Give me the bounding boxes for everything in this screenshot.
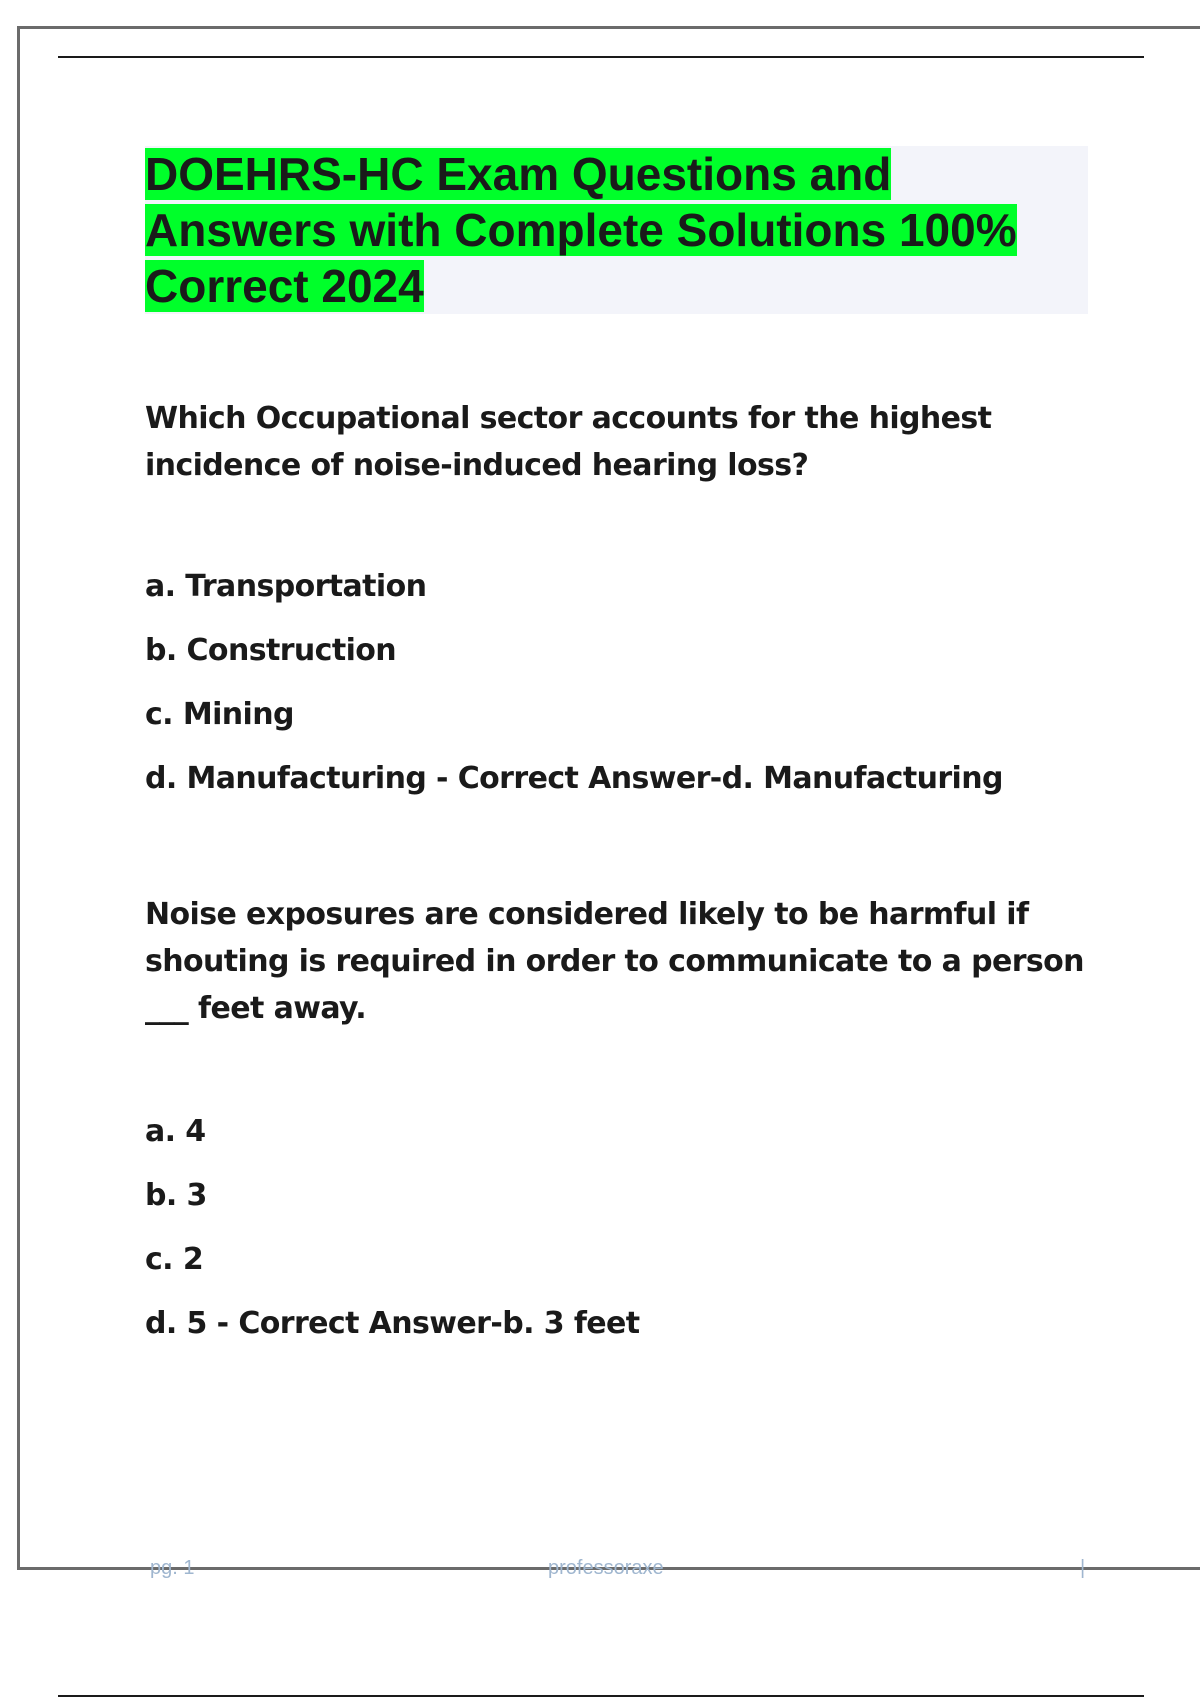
footer-separator-mark: | xyxy=(1080,1557,1086,1579)
footer-author: professoraxe xyxy=(548,1557,664,1579)
question-2-option-b: b. 3 xyxy=(145,1178,207,1213)
document-title xyxy=(145,146,1088,314)
title-line-3: Correct 2024 xyxy=(145,260,424,312)
footer-page-number: pg. 1 xyxy=(150,1557,195,1579)
question-1-option-b: b. Construction xyxy=(145,633,397,668)
title-line-1: DOEHRS-HC Exam Questions and xyxy=(145,148,892,200)
question-1-prompt: Which Occupational sector accounts for the highest incidence of noise-induced hearing loss? xyxy=(145,401,992,483)
bottom-rule xyxy=(58,1695,1144,1697)
question-2-option-a: a. 4 xyxy=(145,1114,206,1149)
question-2-prompt: Noise exposures are considered likely to be harmful if shouting is required in order to communicate to a person ___ feet away. xyxy=(145,897,1084,1026)
question-1-option-a: a. Transportation xyxy=(145,569,427,604)
header-rule xyxy=(58,56,1144,58)
title-line-2: Answers with Complete Solutions 100% xyxy=(145,204,1017,256)
question-2-option-d: d. 5 - Correct Answer-b. 3 feet xyxy=(145,1306,640,1341)
question-1-option-d: d. Manufacturing - Correct Answer-d. Manufacturing xyxy=(145,761,1003,796)
question-2-options xyxy=(145,1100,640,1356)
question-1-options xyxy=(145,555,1003,811)
question-1-option-c: c. Mining xyxy=(145,697,294,732)
question-2-option-c: c. 2 xyxy=(145,1242,204,1277)
